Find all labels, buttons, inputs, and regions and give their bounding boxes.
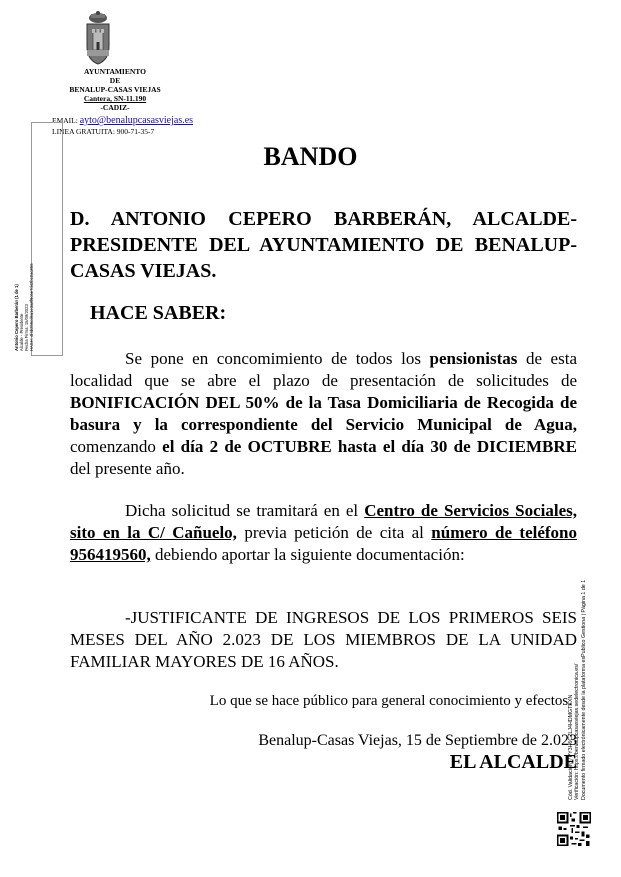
qr-code-icon xyxy=(557,812,591,846)
date-line: Benalup-Casas Viejas, 15 de Septiembre de 2.023 xyxy=(258,732,577,749)
org-province: -CADIZ- xyxy=(100,103,130,112)
verification-note: Documento firmado electrónicamente desde la plataforma esPublico Gestiona | Página 1 de 1 xyxy=(580,579,587,800)
closing-line: Lo que se hace público para general conocimiento y efectos. xyxy=(209,693,572,709)
paragraph-requirements: -JUSTIFICANTE DE INGRESOS DE LOS PRIMEROS SEIS MESES DEL AÑO 2.023 DE LOS MIEMBROS DE LA UNIDAD FAMILIAR MAYORES DE 16 AÑOS. xyxy=(70,608,577,671)
lead-paragraph: D. ANTONIO CEPERO BARBERÁN, ALCALDE-PRESIDENTE DEL AYUNTAMIENTO DE BENALUP-CASAS VIEJAS. xyxy=(70,208,577,282)
email-line xyxy=(52,116,193,126)
paragraph-procedure: Dicha solicitud se tramitará en el Centro de Servicios Sociales, sito en la C/ Cañuelo, previa petición de cita al número de teléfono 956419560, debiendo aportar la siguiente documentación: xyxy=(70,501,577,564)
verification-block xyxy=(568,548,621,800)
phone-line: LINEA GRATUITA: 900-71-35-7 xyxy=(52,127,155,136)
org-name-line3: BENALUP-CASAS VIEJAS xyxy=(69,85,161,94)
verification-url[interactable]: Verificación: https://benalupcasasviejas.sedelectronica.es/ xyxy=(574,663,581,800)
org-name-line1: AYUNTAMIENTO xyxy=(84,67,146,76)
hace-saber-heading: HACE SABER: xyxy=(90,302,227,324)
paragraph-announcement: Se pone en concomimiento de todos los pensionistas de esta localidad que se abre el plazo de presentación de solicitudes de BONIFICACIÓN DEL 50% de la Tasa Domiciliaria de Recogida de basura y la correspondiente del Servicio Municipal de Agua, comenzando el día 2 de OCTUBRE hasta el día 30 de DICIEMBRE del presente año. xyxy=(70,349,577,478)
validation-code: Cód. Validación: 7PY3H5CZLJ4HDMGTEXN xyxy=(568,694,574,800)
email-link[interactable]: ayto@benalupcasasviejas.es xyxy=(79,115,194,126)
org-name-line2: DE xyxy=(109,76,121,85)
signature-stamp-text: Antonio Cepero Barberán (1 de 1) Alcalde - Presidente Fecha Firma: 15/09/2023 HASH: 4f4b2b5cd6a1e3a8f9c6e7d42bc0ac855 xyxy=(14,263,34,351)
municipal-crest-icon xyxy=(84,10,112,66)
email-label: EMAIL: xyxy=(52,116,80,125)
org-address: Cantera, SN-11.190 xyxy=(83,94,147,103)
signer-title: EL ALCALDE xyxy=(449,751,577,773)
document-title: BANDO xyxy=(263,142,358,171)
